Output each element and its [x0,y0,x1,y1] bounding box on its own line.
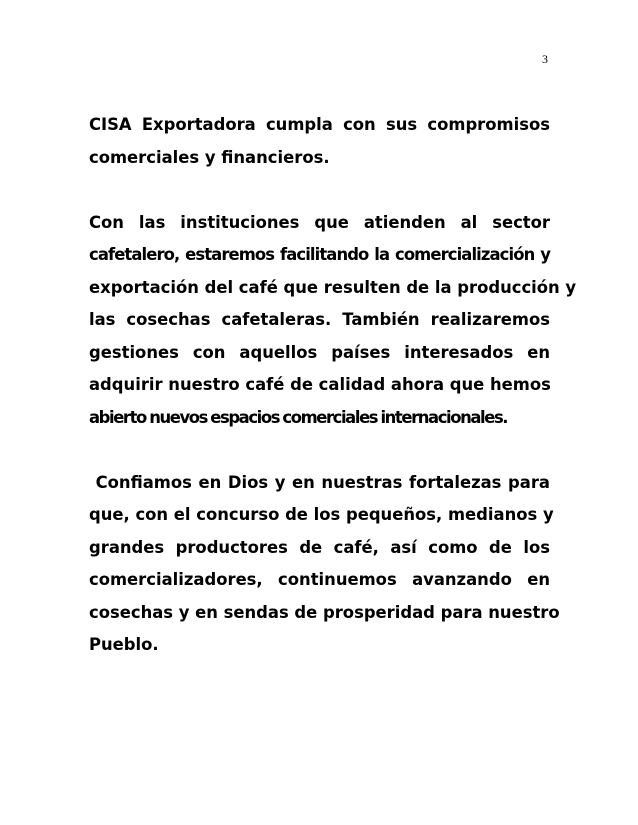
paragraph-spacer [89,434,550,467]
page-number: 3 [542,52,548,66]
paragraph-line: Confiamos en Dios y en nuestras fortalezas para [89,472,550,492]
paragraph-line: las cosechas cafetaleras. También realizaremos [89,310,550,329]
paragraph-line: gestiones con aquellos países interesados en [89,342,550,362]
paragraph-line: Con las instituciones que atienden al sector [89,212,550,232]
paragraph-line: abierto nuevos espacios comerciales internacionales. [89,407,508,427]
paragraph-line: cosechas y en sendas de prosperidad para nuestro [89,602,560,622]
paragraph-line: grandes productores de café, así como de los [89,537,550,557]
paragraph-line: CISA Exportadora cumpla con sus compromisos [89,115,550,134]
paragraph-line: comerciales y financieros. [89,147,330,167]
paragraph-line: exportación del café que resulten de la producción y [89,277,577,297]
paragraph-2 [89,207,577,435]
paragraph-spacer [89,174,550,207]
paragraph-line: comercializadores, continuemos avanzando en [89,570,550,589]
paragraph-3 [89,467,560,662]
paragraph-line: Pueblo. [89,635,159,654]
paragraph-line: cafetalero, estaremos facilitando la comercialización y [89,245,550,264]
paragraph-line: que, con el concurso de los pequeños, medianos y [89,505,554,524]
paragraph-1 [89,109,550,174]
paragraph-line: adquirir nuestro café de calidad ahora que hemos [89,375,551,394]
document-body [89,109,577,662]
